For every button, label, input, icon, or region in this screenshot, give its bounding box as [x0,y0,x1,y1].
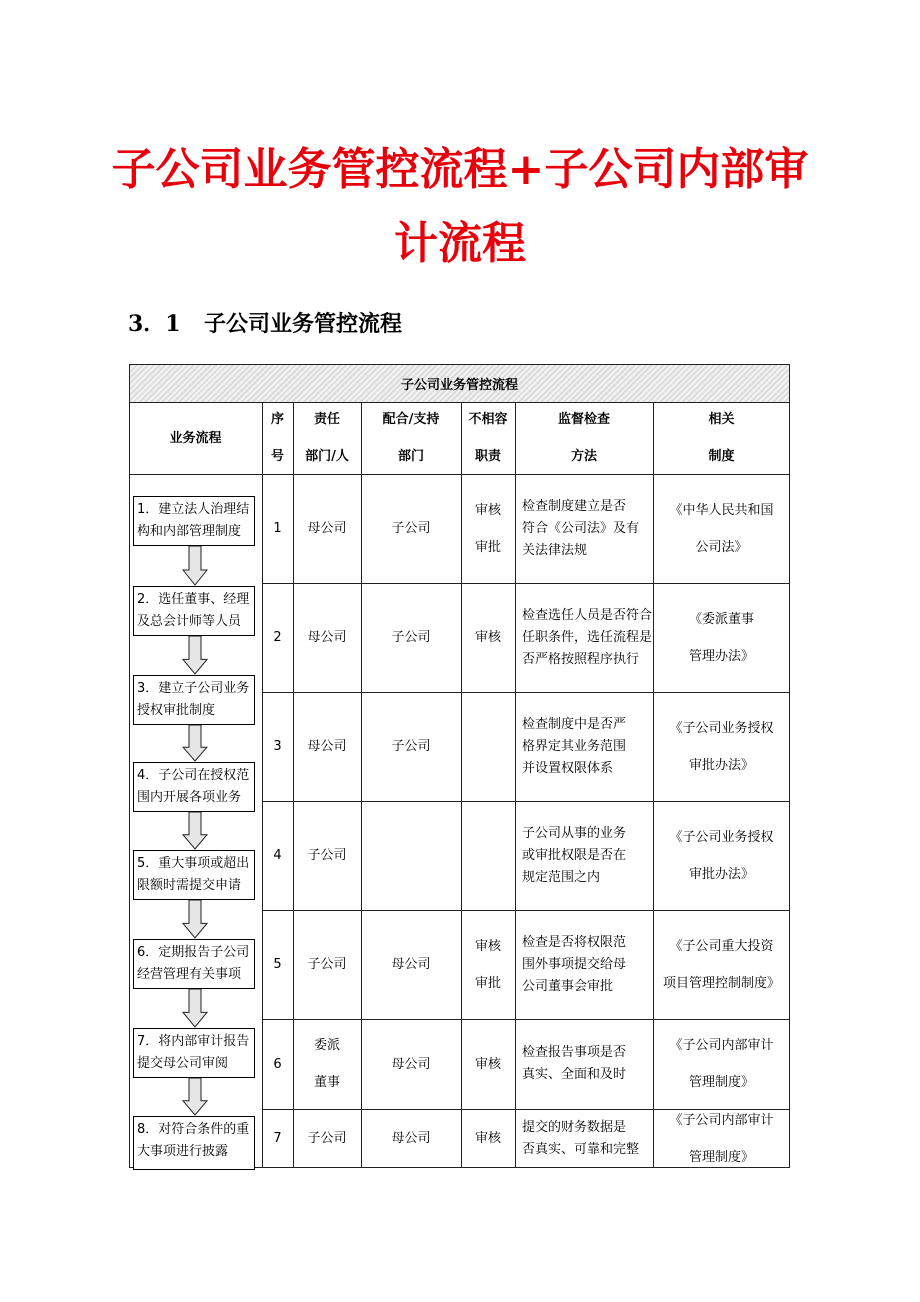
row-dept: 委派 董事 [313,1038,340,1090]
row-conflict: 审核 [474,1131,501,1146]
row-method: 检查制度建立是否 符合《公司法》及有 关法律法规 [522,498,640,558]
down-arrow-icon [182,1078,208,1116]
row-method: 检查制度中是否严 格界定其业务范围 并设置权限体系 [522,716,627,776]
header-method: 监督检查 方法 [557,412,610,464]
flow-step-box: 8．对符合条件的重大事项进行披露 [133,1116,255,1170]
row-system: 《子公司内部审计 管理制度》 [669,1112,774,1165]
table-border-left [129,364,130,1168]
row-coop [361,801,461,910]
row-system: 《子公司业务授权 审批办法》 [669,720,774,773]
down-arrow-icon [182,989,208,1028]
section-heading [128,307,402,338]
row-conflict: 审核 审批 [474,502,501,555]
flow-step-box: 2．选任董事、经理及总会计师等人员 [133,586,255,636]
table-caption: 子公司业务管控流程 [130,365,789,402]
flow-step-box: 7．将内部审计报告提交母公司审阅 [133,1028,255,1078]
flow-step-box: 3．建立子公司业务授权审批制度 [133,675,255,725]
down-arrow-icon [182,636,208,675]
row-method: 提交的财务数据是 否真实、可靠和完整 [522,1119,640,1157]
row-coop: 子公司 [391,521,431,536]
header-process: 业务流程 [169,430,222,446]
row-seq: 1 [273,521,282,536]
header-conflict: 不相容 职责 [468,412,508,464]
flow-step-box: 1．建立法人治理结构和内部管理制度 [133,496,255,546]
down-arrow-icon [182,725,208,762]
section-number: 3．1 [128,311,181,337]
down-arrow-icon [182,812,208,850]
header-seq: 序 号 [270,412,284,464]
control-process-table [129,364,790,1168]
row-system: 《子公司内部审计 管理制度》 [669,1038,774,1090]
row-conflict [461,692,515,801]
row-coop: 母公司 [391,1056,431,1072]
row-method: 检查是否将权限范 围外事项提交给母 公司董事会审批 [522,934,627,994]
row-seq: 4 [273,848,282,863]
down-arrow-icon [182,900,208,939]
flow-step-box: 5．重大事项或超出限额时需提交申请 [133,850,255,900]
row-system: 《子公司重大投资 项目管理控制制度》 [662,938,780,991]
row-dept: 母公司 [307,521,347,536]
row-dept: 子公司 [307,957,347,972]
flow-step-box: 4．子公司在授权范围内开展各项业务 [133,762,255,812]
header-coop: 配合/支持 部门 [382,412,440,464]
row-dept: 子公司 [307,848,347,863]
row-seq: 5 [273,957,282,972]
row-system: 《委派董事 管理办法》 [688,611,754,664]
row-conflict [461,801,515,910]
header-system: 相关 制度 [708,412,735,464]
row-seq: 3 [273,739,282,754]
row-conflict: 审核 审批 [474,938,501,991]
row-method: 子公司从事的业务 或审批权限是否在 规定范围之内 [522,825,627,885]
down-arrow-icon [182,546,208,586]
row-system: 《子公司业务授权 审批办法》 [669,829,774,882]
row-system: 《中华人民共和国 公司法》 [669,502,774,555]
row-method: 检查选任人员是否符合 任职条件，选任流程是 否严格按照程序执行 [522,607,653,667]
row-coop: 子公司 [391,739,431,754]
row-method: 检查报告事项是否 真实、全面和及时 [522,1045,627,1082]
row-seq: 2 [273,630,282,645]
row-conflict: 审核 [474,1056,501,1072]
row-seq: 7 [273,1131,282,1146]
row-conflict: 审核 [474,630,501,645]
row-dept: 母公司 [307,630,347,645]
row-dept: 子公司 [307,1131,347,1146]
row-coop: 母公司 [391,1131,431,1146]
row-coop: 母公司 [391,957,431,972]
document-title-line-2: 计流程 [394,218,526,269]
row-coop: 子公司 [391,630,431,645]
row-seq: 6 [273,1056,282,1072]
section-title: 子公司业务管控流程 [204,312,403,337]
row-dept: 母公司 [307,739,347,754]
flow-step-box: 6．定期报告子公司经营管理有关事项 [133,939,255,989]
document-title-line-1: 子公司业务管控流程+子公司内部审 [111,144,809,195]
table-border-top [129,364,790,365]
header-dept: 责任 部门/人 [305,412,349,464]
